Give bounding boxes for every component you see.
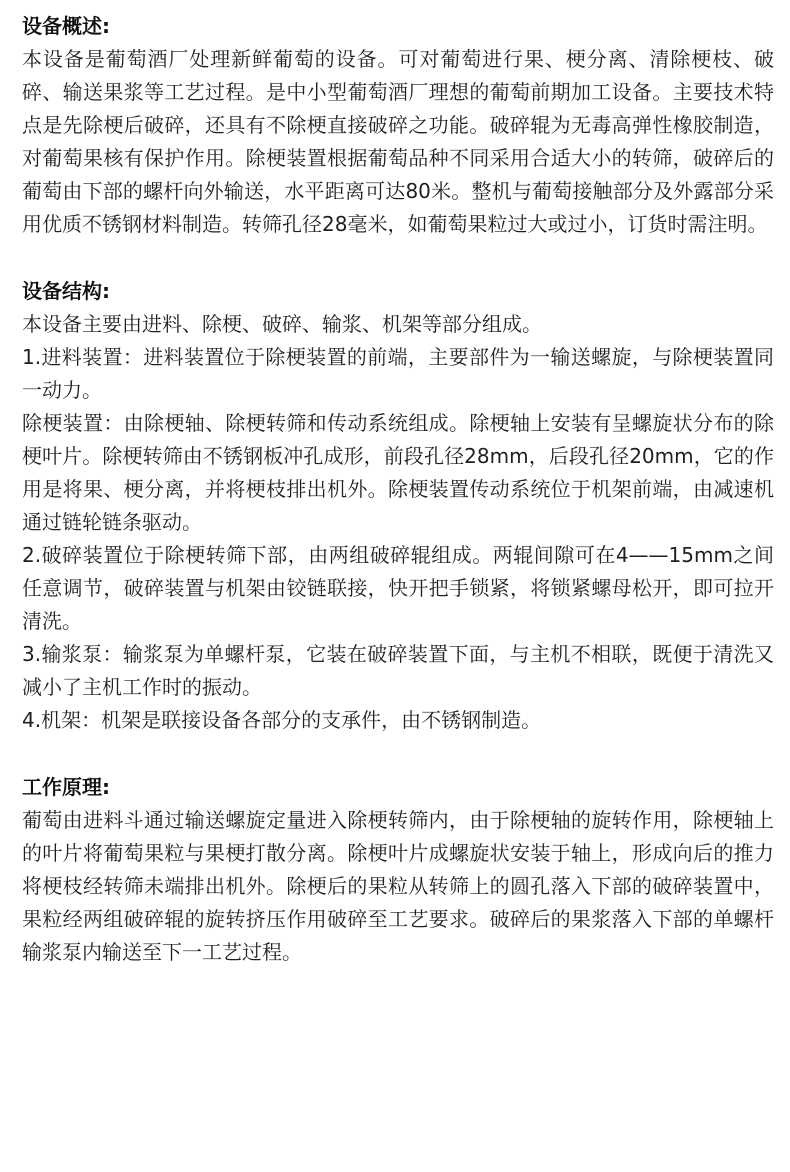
section-structure xyxy=(22,275,774,737)
structure-destemming-device: 除梗装置：由除梗轴、除梗转筛和传动系统组成。除梗轴上安装有呈螺旋状分布的除梗叶片。除梗转筛由不锈钢板冲孔成形，前段孔径28mm，后段孔径20mm，它的作用是将果、梗分离，并将梗枝排出机外。除梗装置传动系统位于机架前端，由减速机通过链轮链条驱动。 xyxy=(22,411,774,534)
structure-frame: 4.机架：机架是联接设备各部分的支承件，由不锈钢制造。 xyxy=(22,708,542,732)
structure-crushing-device: 2.破碎装置位于除梗转筛下部，由两组破碎辊组成。两辊间隙可在4——15mm之间任意调节，破碎装置与机架由铰链联接，快开把手锁紧，将锁紧螺母松开，即可拉开清洗。 xyxy=(22,543,774,633)
overview-paragraph: 本设备是葡萄酒厂处理新鲜葡萄的设备。可对葡萄进行果、梗分离、清除梗枝、破碎、输送果浆等工艺过程。是中小型葡萄酒厂理想的葡萄前期加工设备。主要技术特点是先除梗后破碎，还具有不除梗直接破碎之功能。破碎辊为无毒高弹性橡胶制造，对葡萄果核有保护作用。除梗装置根据葡萄品种不同采用合适大小的转筛，破碎后的葡萄由下部的螺杆向外输送，水平距离可达80米。整机与葡萄接触部分及外露部分采用优质不锈钢材料制造。转筛孔径28毫米，如葡萄果粒过大或过小，订货时需注明。 xyxy=(22,47,774,236)
structure-feeding-device: 1.进料装置：进料装置位于除梗装置的前端，主要部件为一输送螺旋，与除梗装置同一动力。 xyxy=(22,345,774,402)
section-overview xyxy=(22,10,774,241)
principle-paragraph: 葡萄由进料斗通过输送螺旋定量进入除梗转筛内，由于除梗轴的旋转作用，除梗轴上的叶片将葡萄果粒与果梗打散分离。除梗叶片成螺旋状安装于轴上，形成向后的推力将梗枝经转筛未端排出机外。除梗后的果粒从转筛上的圆孔落入下部的破碎装置中，果粒经两组破碎辊的旋转挤压作用破碎至工艺要求。破碎后的果浆落入下部的单螺杆输浆泵内输送至下一工艺过程。 xyxy=(22,808,774,964)
structure-intro: 本设备主要由进料、除梗、破碎、输浆、机架等部分组成。 xyxy=(22,312,542,336)
overview-heading: 设备概述: xyxy=(22,14,110,38)
section-principle xyxy=(22,771,774,969)
structure-pulp-pump: 3.输浆泵：输浆泵为单螺杆泵，它装在破碎装置下面，与主机不相联，既便于清洗又减小了主机工作时的振动。 xyxy=(22,642,774,699)
document-page xyxy=(22,10,774,969)
structure-heading: 设备结构: xyxy=(22,279,110,303)
principle-heading: 工作原理: xyxy=(22,775,110,799)
